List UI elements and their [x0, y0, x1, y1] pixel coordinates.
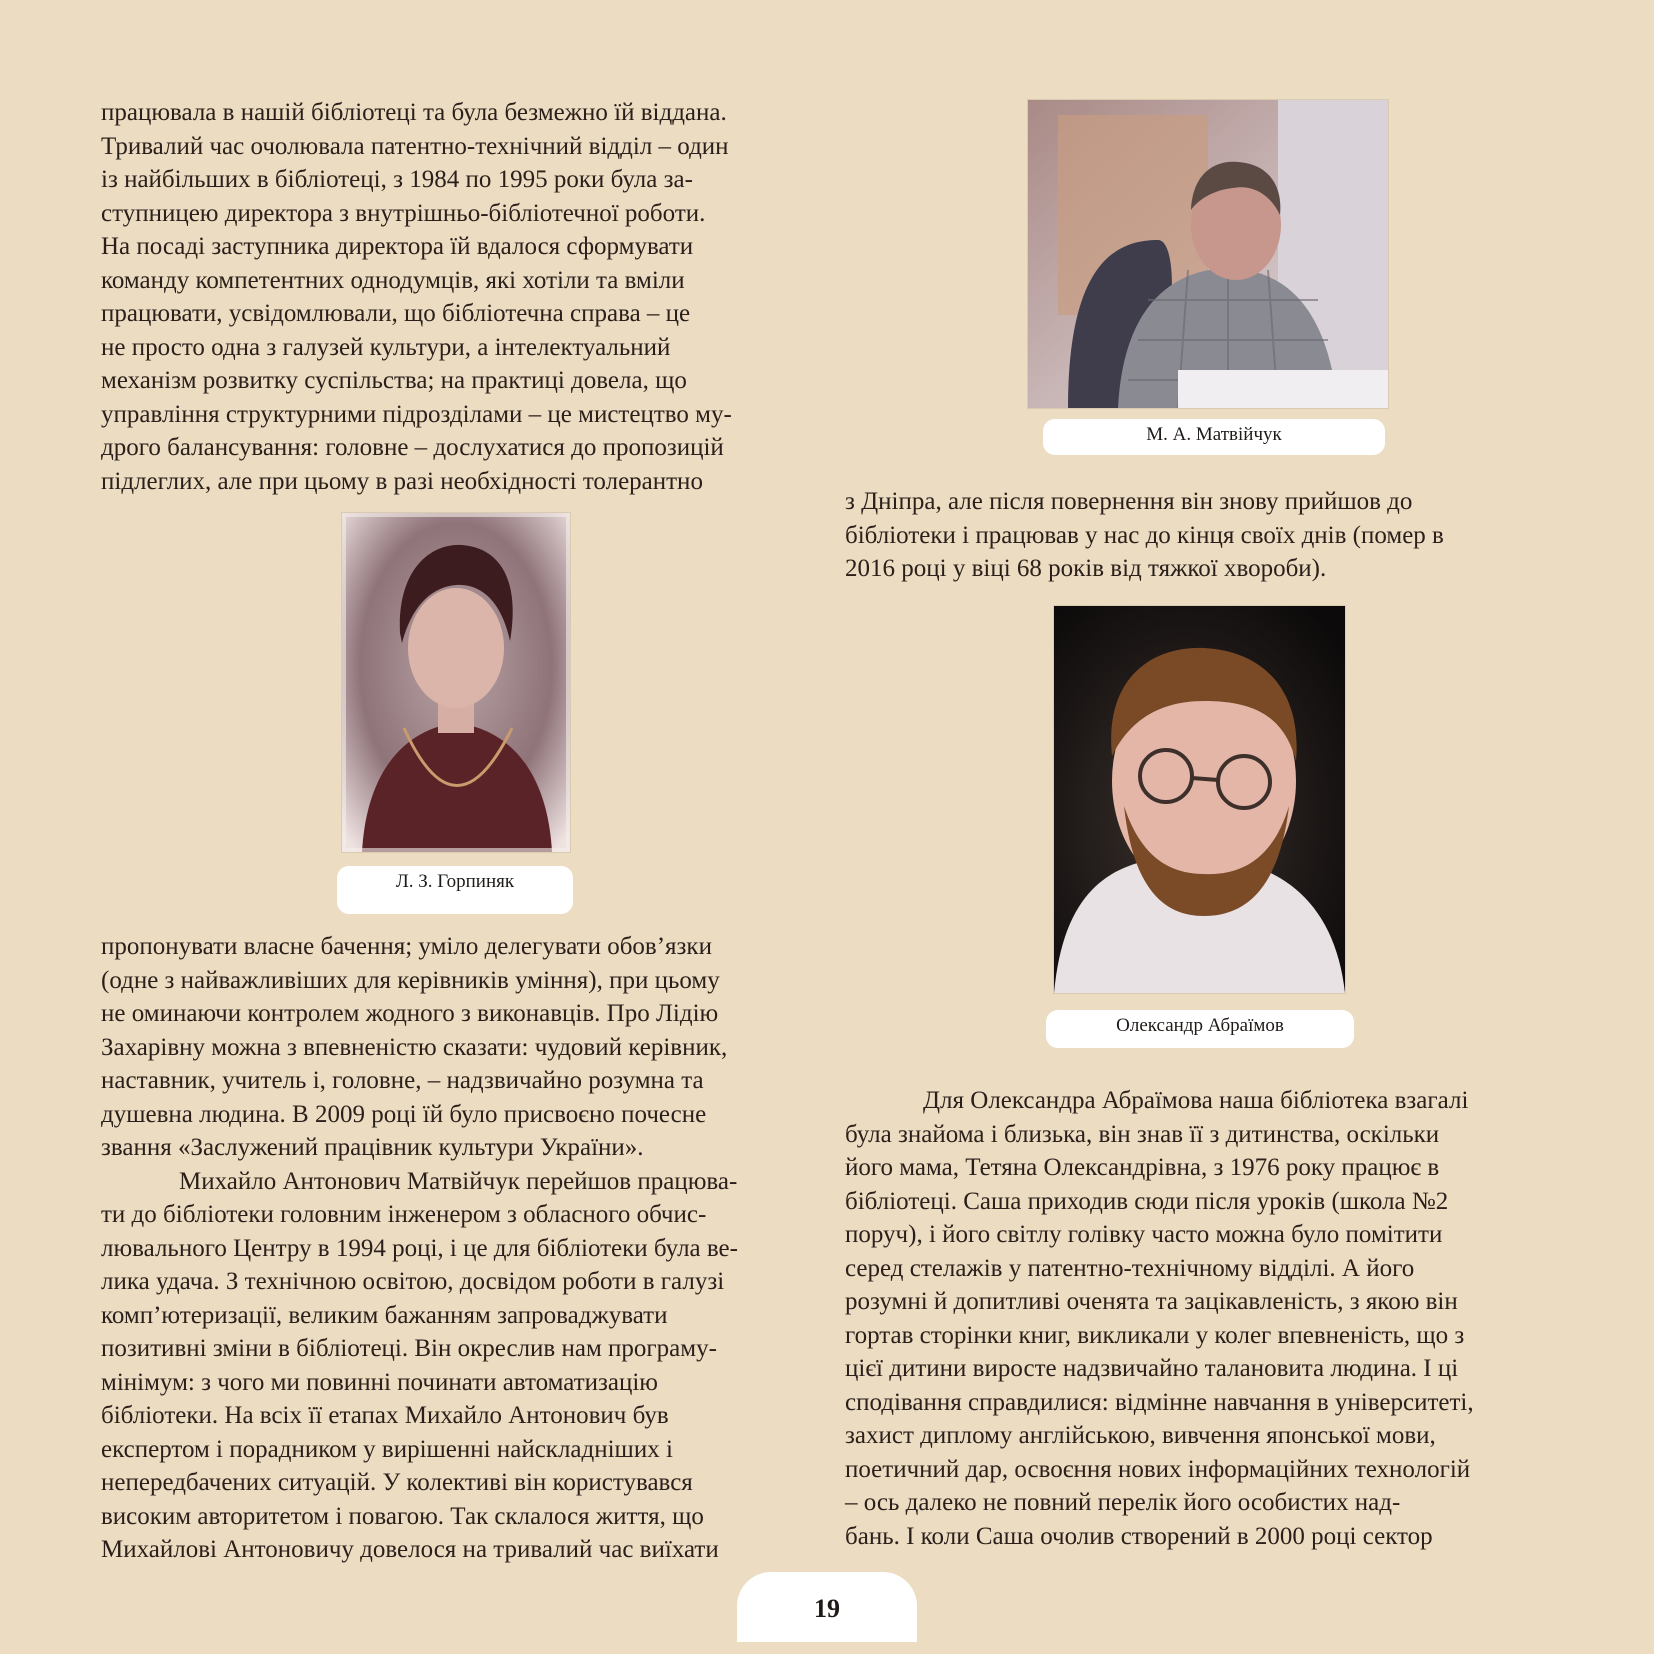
text-line: бібліотеці. Саша приходив сюди після уроків (школа №2 [845, 1187, 1449, 1215]
text-line: позитивні зміни в бібліотеці. Він окреслив нам програму- [101, 1335, 717, 1362]
text-line: бібліотеки і працював у нас до кінця своїх днів (помер в [845, 521, 1444, 549]
text-line: лювального Центру в 1994 році, і це для бібліотеки була ве- [101, 1234, 738, 1262]
text-line: звання «Заслужений працівник культури України». [101, 1134, 644, 1161]
text-line: цієї дитини виросте надзвичайно талановита людина. І ці [845, 1355, 1459, 1382]
photo-abraimov [1054, 606, 1345, 993]
text-line: гортав сторінки книг, викликали у колег впевненість, що з [845, 1321, 1465, 1349]
text-line: його мама, Тетяна Олександрівна, з 1976 року працює в [845, 1154, 1440, 1181]
text-line: розумні й допитливі оченята та зацікавленість, з якою він [845, 1288, 1458, 1315]
text-line: команду компетентних однодумців, які хотіли та вміли [101, 266, 685, 294]
text-line: із найбільших в бібліотеці, з 1984 по 1995 роки була за- [101, 166, 693, 193]
text-line: не просто одна з галузей культури, а інтелектуальний [101, 333, 671, 361]
text-line: високим авторитетом і повагою. Так склалося життя, що [101, 1502, 704, 1530]
text-line: непередбачених ситуацій. У колективі він користувався [101, 1469, 693, 1496]
text-line: пропонувати власне бачення; уміло делегувати обов’язки [101, 933, 712, 960]
text-line: комп’ютеризації, великим бажанням запроваджувати [101, 1301, 668, 1329]
text-line: дрого балансування: головне – дослухатися до пропозицій [101, 434, 724, 461]
caption-matviichuk: М. А. Матвійчук [1043, 419, 1385, 455]
text-line: працювала в нашій бібліотеці та була безмежно їй віддана. [101, 99, 727, 126]
photo-horpyniak [342, 513, 570, 852]
left-column-top-text [101, 96, 732, 498]
text-line: На посаді заступника директора їй вдалося сформувати [101, 233, 694, 260]
text-line: з Дніпра, але після повернення він знову прийшов до [845, 488, 1413, 515]
text-line: лика удача. З технічною освітою, досвідом роботи в галузі [101, 1268, 725, 1295]
right-column-middle-text [845, 485, 1444, 586]
text-line: Для Олександра Абраїмова наша бібліотека взагалі [923, 1087, 1469, 1114]
page-number: 19 [737, 1572, 917, 1642]
text-line: ступницею директора з внутрішньо-бібліотечної роботи. [101, 199, 706, 227]
text-line: Михайло Антонович Матвійчук перейшов працюва- [179, 1167, 738, 1195]
caption-abraimov: Олександр Абраїмов [1046, 1010, 1354, 1048]
text-line: наставник, учитель і, головне, – надзвичайно розумна та [101, 1067, 704, 1094]
text-line: ти до бібліотеки головним інженером з обласного обчис- [101, 1201, 707, 1228]
text-line: сподівання справдилися: відмінне навчання в університеті, [845, 1388, 1474, 1416]
text-line: душевна людина. В 2009 році їй було присвоєно почесне [101, 1100, 707, 1128]
text-line: не оминаючи контролем жодного з виконавців. Про Лідію [101, 1000, 719, 1027]
text-line: Тривалий час очолювала патентно-технічний відділ – один [101, 132, 729, 160]
text-line: поруч), і його світлу голівку часто можна було помітити [845, 1221, 1443, 1248]
text-line: – ось далеко не повний перелік його особистих над- [845, 1489, 1401, 1516]
text-line: поетичний дар, освоєння нових інформаційних технологій [845, 1455, 1471, 1483]
text-line: Михайлові Антоновичу довелося на тривалий час виїхати [101, 1536, 719, 1563]
text-line: серед стелажів у патентно-технічному відділі. А його [845, 1254, 1415, 1282]
text-line: (одне з найважливіших для керівників уміння), при цьому [101, 966, 720, 994]
text-line: мінімум: з чого ми повинні починати автоматизацію [101, 1368, 658, 1396]
text-line: підлеглих, але при цьому в разі необхідності толерантно [101, 467, 703, 495]
text-line: бібліотеки. На всіх її етапах Михайло Антонович був [101, 1402, 669, 1429]
text-line: управління структурними підрозділами – це мистецтво му- [101, 400, 732, 428]
left-column-bottom-text [101, 930, 738, 1567]
text-line: захист диплому англійською, вивчення японської мови, [845, 1422, 1436, 1449]
text-line: бань. І коли Саша очолив створений в 2000 році сектор [845, 1522, 1433, 1550]
right-column-bottom-text [845, 1084, 1474, 1553]
text-line: 2016 році у віці 68 років від тяжкої хвороби). [845, 555, 1327, 582]
caption-horpyniak: Л. З. Горпиняк [337, 866, 573, 914]
text-line: була знайома і близька, він знав її з дитинства, оскільки [845, 1120, 1440, 1148]
text-line: Захарівну можна з впевненістю сказати: чудовий керівник, [101, 1033, 728, 1061]
text-line: механізм розвитку суспільства; на практиці довела, що [101, 367, 687, 394]
photo-matviichuk [1028, 100, 1388, 408]
text-line: працювати, усвідомлювали, що бібліотечна справа – це [101, 300, 691, 327]
text-line: експертом і порадником у вирішенні найскладніших і [101, 1435, 673, 1463]
